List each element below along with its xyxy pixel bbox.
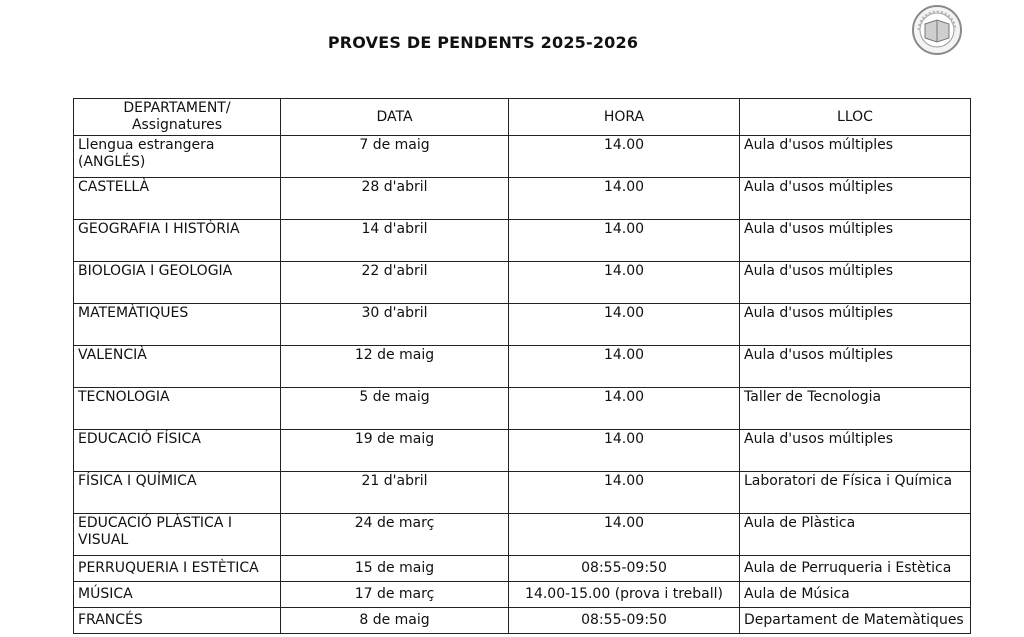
cell-time: 08:55-09:50 [509,556,740,582]
cell-department: MATEMÀTIQUES [74,304,281,346]
table-row [74,472,971,514]
cell-department: PERRUQUERIA I ESTÈTICA [74,556,281,582]
cell-date: 21 d'abril [281,472,509,514]
table-row [74,388,971,430]
table-row [74,136,971,178]
column-header-time: HORA [509,99,740,136]
cell-place: Aula d'usos múltiples [740,178,971,220]
cell-time: 14.00 [509,304,740,346]
cell-department: FRANCÉS [74,608,281,634]
cell-department: VALENCIÀ [74,346,281,388]
cell-time: 08:55-09:50 [509,608,740,634]
table-row [74,430,971,472]
school-seal-icon [911,4,963,56]
cell-department: MÚSICA [74,582,281,608]
cell-time: 14.00 [509,262,740,304]
cell-time: 14.00 [509,346,740,388]
cell-department: TECNOLOGIA [74,388,281,430]
cell-place: Laboratori de Física i Química [740,472,971,514]
cell-place: Aula de Música [740,582,971,608]
cell-place: Aula d'usos múltiples [740,430,971,472]
cell-department: EDUCACIÓ FÍSICA [74,430,281,472]
cell-time: 14.00-15.00 (prova i treball) [509,582,740,608]
cell-date: 28 d'abril [281,178,509,220]
table-row [74,514,971,556]
cell-date: 24 de març [281,514,509,556]
table-row [74,346,971,388]
cell-department: BIOLOGIA I GEOLOGIA [74,262,281,304]
table-header-row [74,99,971,136]
table-row [74,556,971,582]
cell-department: GEOGRAFIA I HISTÒRIA [74,220,281,262]
cell-place: Aula d'usos múltiples [740,346,971,388]
table-row [74,220,971,262]
table-row [74,582,971,608]
cell-date: 19 de maig [281,430,509,472]
cell-place: Aula d'usos múltiples [740,304,971,346]
cell-place: Aula d'usos múltiples [740,136,971,178]
cell-time: 14.00 [509,472,740,514]
column-header-date: DATA [281,99,509,136]
cell-date: 8 de maig [281,608,509,634]
table-row [74,304,971,346]
cell-department: Llengua estrangera (ANGLÉS) [74,136,281,178]
cell-department: FÍSICA I QUÍMICA [74,472,281,514]
cell-time: 14.00 [509,514,740,556]
cell-time: 14.00 [509,178,740,220]
cell-date: 22 d'abril [281,262,509,304]
cell-time: 14.00 [509,220,740,262]
cell-time: 14.00 [509,430,740,472]
cell-place: Aula de Perruqueria i Estètica [740,556,971,582]
cell-place: Taller de Tecnologia [740,388,971,430]
cell-date: 12 de maig [281,346,509,388]
cell-date: 14 d'abril [281,220,509,262]
column-header-department: DEPARTAMENT/ Assignatures [74,99,281,136]
table-row [74,262,971,304]
cell-department: EDUCACIÓ PLÀSTICA I VISUAL [74,514,281,556]
cell-date: 15 de maig [281,556,509,582]
exam-schedule-table [73,98,971,634]
cell-time: 14.00 [509,388,740,430]
cell-place: Departament de Matemàtiques [740,608,971,634]
cell-date: 30 d'abril [281,304,509,346]
cell-place: Aula de Plàstica [740,514,971,556]
table-row [74,608,971,634]
cell-place: Aula d'usos múltiples [740,220,971,262]
page-title: PROVES DE PENDENTS 2025-2026 [327,33,639,52]
cell-time: 14.00 [509,136,740,178]
column-header-place: LLOC [740,99,971,136]
table-row [74,178,971,220]
cell-date: 17 de març [281,582,509,608]
cell-date: 7 de maig [281,136,509,178]
cell-date: 5 de maig [281,388,509,430]
cell-place: Aula d'usos múltiples [740,262,971,304]
cell-department: CASTELLÀ [74,178,281,220]
